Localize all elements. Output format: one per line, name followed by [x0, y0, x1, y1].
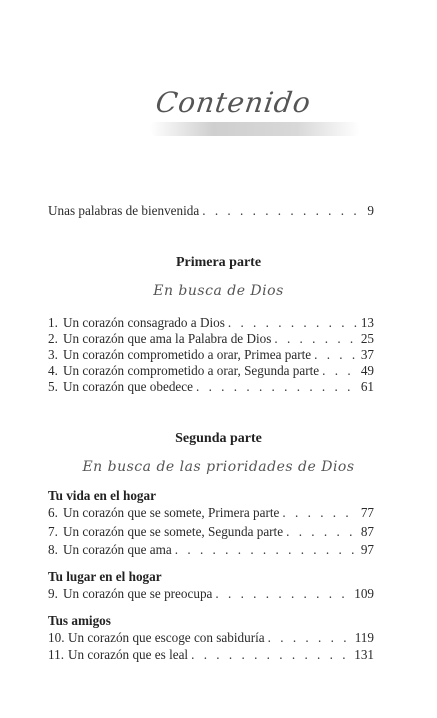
toc-entry-number: 8.: [48, 542, 58, 557]
toc-entry-number: 2.: [48, 331, 58, 346]
toc-entry-page: 9: [367, 203, 374, 218]
toc-entry-label: Un corazón que se preocupa: [63, 586, 213, 601]
toc-entry-number: 6.: [48, 505, 58, 520]
toc-entry[interactable]: [48, 315, 374, 331]
toc-entry-label: Un corazón que ama la Palabra de Dios: [63, 331, 272, 346]
toc-entry-label: Unas palabras de bienvenida: [48, 203, 200, 218]
toc-entry-page: 119: [354, 630, 374, 645]
toc-entry-label: Un corazón que ama: [63, 542, 172, 557]
toc-entry-intro[interactable]: [48, 203, 374, 219]
toc-entry-number: 4.: [48, 363, 58, 378]
toc-entry-number: 5.: [48, 379, 58, 394]
toc-entry-page: 87: [360, 524, 374, 539]
part-title: Segunda parte: [175, 431, 262, 446]
section-heading: Tus amigos: [48, 613, 111, 628]
part-title: Primera parte: [175, 255, 262, 270]
toc-entry-page: 61: [360, 379, 374, 394]
toc-entry-label: Un corazón que escoge con sabiduría: [68, 630, 265, 645]
leader-dots: [282, 505, 357, 521]
toc-entry-label: Un corazón que se somete, Segunda parte: [63, 524, 284, 539]
leader-dots: [228, 315, 358, 331]
leader-dots: [191, 647, 351, 663]
toc-entry[interactable]: [48, 630, 374, 646]
toc-entry-page: 109: [354, 586, 374, 601]
leader-dots: [286, 524, 358, 540]
leader-dots: [202, 203, 364, 219]
toc-entry-page: 25: [360, 331, 374, 346]
title-underline-decoration: [150, 122, 360, 136]
toc-entry-label: Un corazón consagrado a Dios: [63, 315, 225, 330]
toc-entry-label: Un corazón comprometido a orar, Segunda parte: [63, 363, 320, 378]
leader-dots: [215, 586, 351, 602]
toc-entry-page: 77: [360, 505, 374, 520]
toc-entry-number: 1.: [48, 315, 58, 330]
toc-entry[interactable]: [48, 379, 374, 395]
toc-entry-label: Un corazón que se somete, Primera parte: [63, 505, 280, 520]
toc-entry[interactable]: [48, 542, 374, 558]
toc-entry-number: 9.: [48, 586, 58, 601]
leader-dots: [175, 542, 358, 558]
toc-entry-page: 37: [360, 347, 374, 362]
page-title: Contenido: [153, 86, 314, 119]
toc-entry[interactable]: [48, 331, 374, 347]
toc-entry-number: 3.: [48, 347, 58, 362]
toc-entry-number: 10.: [48, 630, 65, 645]
leader-dots: [196, 379, 358, 395]
page-title-block: [120, 78, 380, 138]
toc-entry[interactable]: [48, 586, 374, 602]
leader-dots: [322, 363, 358, 379]
toc-entry-number: 7.: [48, 524, 58, 539]
section-heading: Tu lugar en el hogar: [48, 569, 162, 584]
toc-entry-label: Un corazón comprometido a orar, Primea parte: [63, 347, 312, 362]
toc-entry[interactable]: [48, 363, 374, 379]
toc-entry-page: 49: [360, 363, 374, 378]
toc-entry-label: Un corazón que es leal: [68, 647, 189, 662]
toc-entry-page: 97: [360, 542, 374, 557]
toc-entry-page: 13: [360, 315, 374, 330]
toc-entry-page: 131: [354, 647, 374, 662]
toc-entry[interactable]: [48, 524, 374, 540]
leader-dots: [274, 331, 357, 347]
toc-entry-label: Un corazón que obedece: [63, 379, 193, 394]
part-subtitle: En busca de Dios: [153, 283, 284, 299]
toc-entry-number: 11.: [48, 647, 64, 662]
leader-dots: [314, 347, 358, 363]
toc-entry[interactable]: [48, 505, 374, 521]
leader-dots: [268, 630, 352, 646]
toc-entry[interactable]: [48, 647, 374, 663]
section-heading: Tu vida en el hogar: [48, 488, 156, 503]
toc-entry[interactable]: [48, 347, 374, 363]
part-subtitle: En busca de las prioridades de Dios: [82, 459, 355, 475]
